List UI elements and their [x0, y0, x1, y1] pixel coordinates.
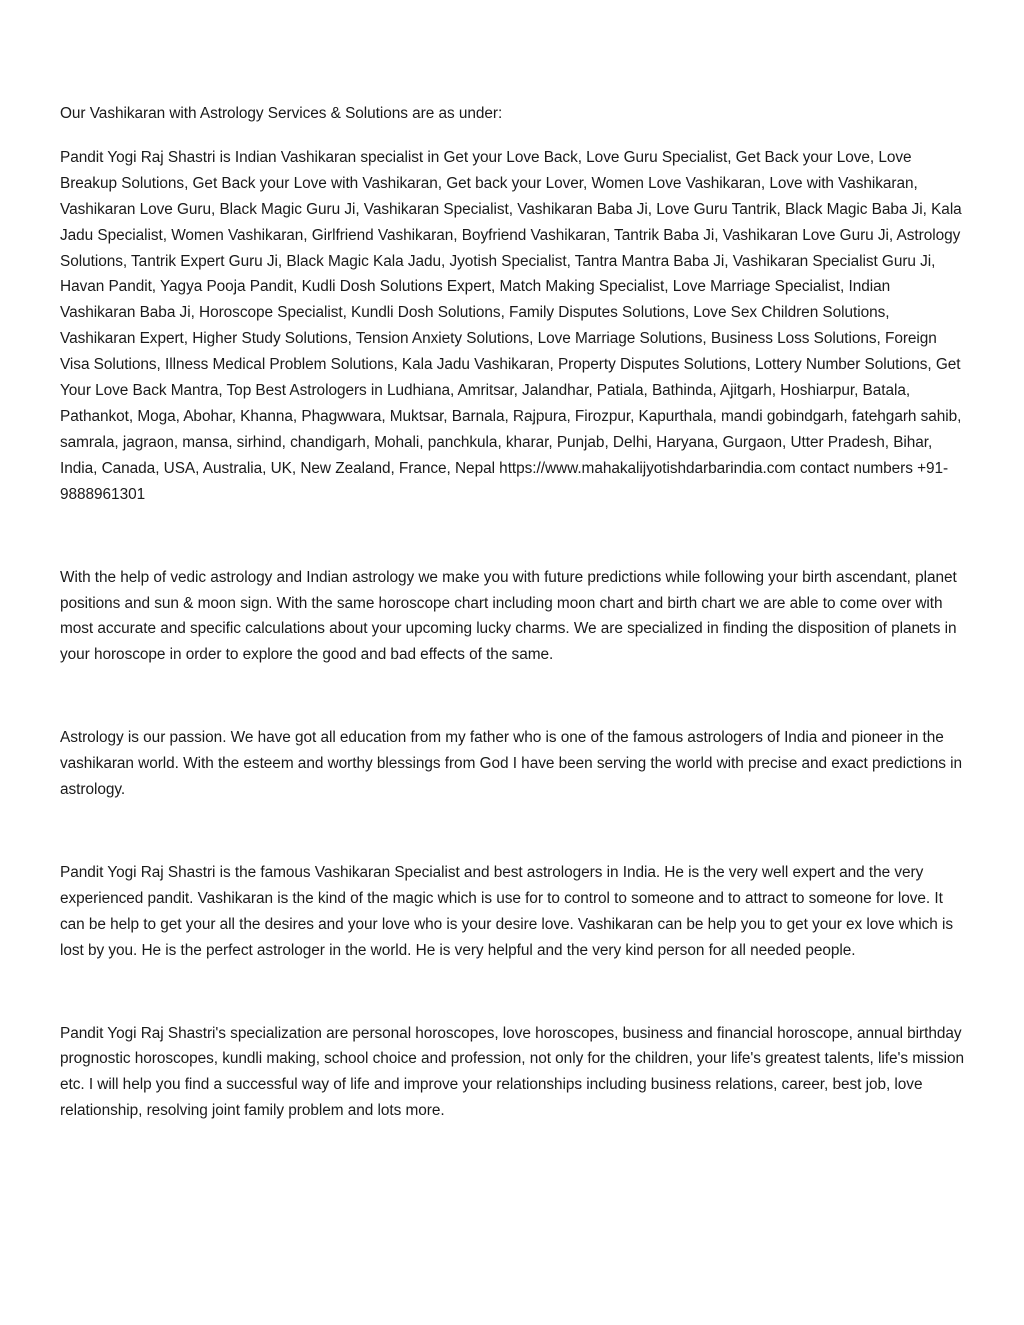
vedic-astrology-paragraph: With the help of vedic astrology and Indian astrology we make you with future predictions while following your birth ascendant, planet positions and sun & moon sign. With the same horoscope chart including moon chart and birth chart we are able to come over with most accurate and specific calculations about your upcoming lucky charms. We are specialized in finding the disposition of planets in your horoscope in order to explore the good and bad effects of the same.	[60, 568, 957, 664]
specialization-paragraph: Pandit Yogi Raj Shastri's specialization are personal horoscopes, love horoscopes, business and financial horoscope, annual birthday prognostic horoscopes, kundli making, school choice and profession, not only for the children, your life's greatest talents, life's mission etc. I will help you find a successful way of life and improve your relationships including business relations, career, best job, love relationship, resolving joint family problem and lots more.	[60, 1024, 965, 1120]
famous-specialist-paragraph: Pandit Yogi Raj Shastri is the famous Vashikaran Specialist and best astrologers in India. He is the very well expert and the very experienced pandit. Vashikaran is the kind of the magic which is use for to control to someone and to attract to someone for love. It can be help to get your all the desires and your love who is your desire love. Vashikaran can be help you to get your ex love which is lost by you. He is the perfect astrologer in the world. He is very helpful and the very kind person for all needed people.	[60, 863, 954, 959]
passion-paragraph: Astrology is our passion. We have got all education from my father who is one of the famous astrologers of India and pioneer in the vashikaran world. With the esteem and worthy blessings from God I have been serving the world with precise and exact predictions in astrology.	[60, 729, 962, 799]
intro-heading: Our Vashikaran with Astrology Services & Solutions are as under:	[60, 105, 503, 122]
services-paragraph: Pandit Yogi Raj Shastri is Indian Vashikaran specialist in Get your Love Back, Love Guru Specialist, Get Back your Love, Love Breakup Solutions, Get Back your Love with Vashikaran, Get back your Lover, Women Love Vashikaran, Love with Vashikaran, Vashikaran Love Guru, Black Magic Guru Ji, Vashikaran Specialist, Vashikaran Baba Ji, Love Guru Tantrik, Black Magic Baba Ji, Kala Jadu Specialist, Women Vashikaran, Girlfriend Vashikaran, Boyfriend Vashikaran, Tantrik Baba Ji, Vashikaran Love Guru Ji, Astrology Solutions, Tantrik Expert Guru Ji, Black Magic Kala Jadu, Jyotish Specialist, Tantra Mantra Baba Ji, Vashikaran Specialist Guru Ji, Havan Pandit, Yagya Pooja Pandit, Kudli Dosh Solutions Expert, Match Making Specialist, Love Marriage Specialist, Indian Vashikaran Baba Ji, Horoscope Specialist, Kundli Dosh Solutions, Family Disputes Solutions, Love Sex Children Solutions, Vashikaran Expert, Higher Study Solutions, Tension Anxiety Solutions, Love Marriage Solutions, Business Loss Solutions, Foreign Visa Solutions, Illness Medical Problem Solutions, Kala Jadu Vashikaran, Property Disputes Solutions, Lottery Number Solutions, Get Your Love Back Mantra, Top Best Astrologers in Ludhiana, Amritsar, Jalandhar, Patiala, Bathinda, Ajitgarh, Hoshiarpur, Batala, Pathankot, Moga, Abohar, Khanna, Phagwwara, Muktsar, Barnala, Rajpura, Firozpur, Kapurthala, mandi gobindgarh, fatehgarh sahib, samrala, jagraon, mansa, sirhind, chandigarh, Mohali, panchkula, kharar, Punjab, Delhi, Haryana, Gurgaon, Utter Pradesh, Bihar, India, Canada, USA, Australia, UK, New Zealand, France, Nepal https://www.mahakalijyotishdarbarindia.com contact numbers +91-9888961301	[60, 148, 962, 503]
document-page	[60, 101, 968, 1124]
